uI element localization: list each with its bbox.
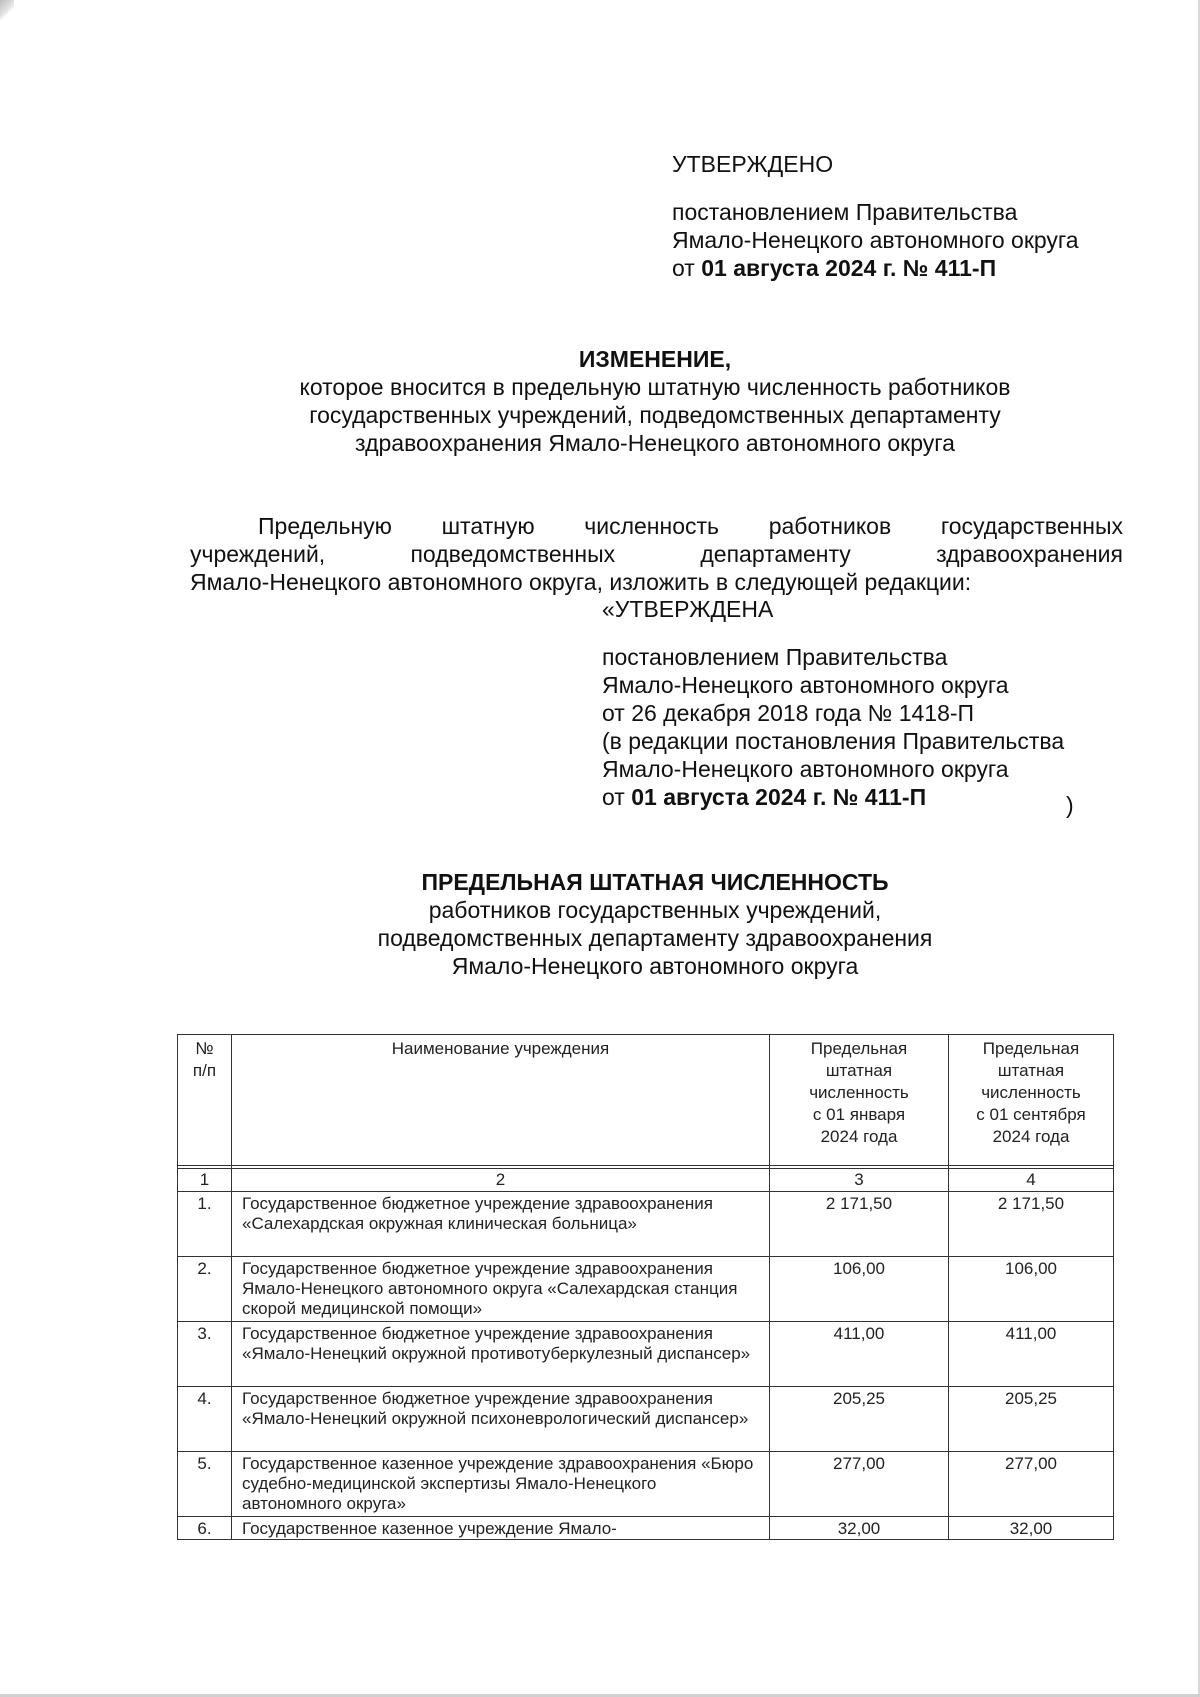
row-value-jan: 106,00 [770, 1257, 949, 1322]
column-number: 2 [232, 1169, 770, 1192]
quoted-approval-line-1: постановлением Правительства [602, 644, 948, 670]
row-institution-name: Государственное казенное учреждение здравоохранения «Бюро судебно-медицинской экспертизы Ямало-Ненецкого автономного округа» [232, 1452, 770, 1517]
limit-line-1: работников государственных учреждений, [428, 897, 882, 923]
row-value-sep: 277,00 [949, 1452, 1114, 1517]
quoted-approval-closing: ) [1066, 792, 1074, 818]
approval-date-line [672, 254, 1079, 282]
row-number: 6. [178, 1517, 232, 1540]
table-row [178, 1452, 1114, 1517]
intro-line-3: Ямало-Ненецкого автономного округа, изложить в следующей редакции: [190, 569, 972, 595]
quoted-approval-date-line [602, 783, 1064, 811]
quoted-approval-line-3: от 26 декабря 2018 года № 1418-П [602, 700, 975, 726]
table-header-row [178, 1035, 1114, 1166]
approval-heading: УТВЕРЖДЕНО [672, 151, 834, 177]
row-number: 4. [178, 1387, 232, 1452]
row-value-jan: 277,00 [770, 1452, 949, 1517]
row-value-sep: 106,00 [949, 1257, 1114, 1322]
change-line-1: которое вносится в предельную штатную численность работников [299, 374, 1011, 400]
staffing-table [177, 1034, 1114, 1540]
row-value-jan: 411,00 [770, 1322, 949, 1387]
row-institution-name: Государственное бюджетное учреждение здравоохранения «Ямало-Ненецкий окружной психоневрологический диспансер» [232, 1387, 770, 1452]
change-heading: ИЗМЕНЕНИЕ, [578, 346, 732, 372]
row-institution-name: Государственное казенное учреждение Ямало- [232, 1517, 770, 1540]
row-value-jan: 2 171,50 [770, 1192, 949, 1257]
row-institution-name: Государственное бюджетное учреждение здравоохранения «Ямало-Ненецкий окружной противотуберкулезный диспансер» [232, 1322, 770, 1387]
approval-date-prefix: от [672, 255, 695, 281]
limit-heading: ПРЕДЕЛЬНАЯ ШТАТНАЯ ЧИСЛЕННОСТЬ [421, 869, 889, 895]
approval-block-quoted [602, 595, 1064, 811]
quoted-approval-line-2: Ямало-Ненецкого автономного округа [602, 672, 1009, 698]
change-line-2: государственных учреждений, подведомственных департаменту [309, 402, 1001, 428]
row-value-jan: 32,00 [770, 1517, 949, 1540]
column-number: 4 [949, 1169, 1114, 1192]
change-title-block [190, 345, 1120, 457]
approval-date-value: 01 августа 2024 г. № 411-П [701, 255, 997, 281]
approval-block-top [672, 150, 1079, 282]
row-number: 2. [178, 1257, 232, 1322]
row-number: 5. [178, 1452, 232, 1517]
table-row [178, 1387, 1114, 1452]
table-row [178, 1322, 1114, 1387]
row-institution-name: Государственное бюджетное учреждение здравоохранения «Салехардская окружная клиническая больница» [232, 1192, 770, 1257]
limit-title-block [190, 868, 1120, 980]
row-number: 3. [178, 1322, 232, 1387]
table-row [178, 1517, 1114, 1540]
quoted-approval-date-value: 01 августа 2024 г. № 411-П [631, 784, 927, 810]
change-line-3: здравоохранения Ямало-Ненецкого автономного округа [355, 430, 955, 456]
column-number: 3 [770, 1169, 949, 1192]
limit-line-3: Ямало-Ненецкого автономного округа [451, 953, 859, 979]
header-sep: Предельная штатная численность с 01 сентября 2024 года [949, 1035, 1114, 1166]
quoted-approval-date-prefix: от [602, 784, 625, 810]
column-number: 1 [178, 1169, 232, 1192]
quoted-approval-line-5: Ямало-Ненецкого автономного округа [602, 756, 1009, 782]
header-name: Наименование учреждения [232, 1035, 770, 1166]
row-value-jan: 205,25 [770, 1387, 949, 1452]
column-number-row [178, 1169, 1114, 1192]
intro-line-1: Предельную штатную численность работников государственных [258, 513, 1123, 539]
quoted-approval-line-4: (в редакции постановления Правительства [602, 728, 1065, 754]
intro-paragraph [190, 512, 1123, 596]
table-row [178, 1257, 1114, 1322]
approval-line-1: постановлением Правительства [672, 199, 1018, 225]
row-value-sep: 2 171,50 [949, 1192, 1114, 1257]
approval-line-2: Ямало-Ненецкого автономного округа [672, 227, 1079, 253]
row-number: 1. [178, 1192, 232, 1257]
header-jan: Предельная штатная численность с 01 января 2024 года [770, 1035, 949, 1166]
intro-line-2: учреждений, подведомственных департаменту здравоохранения [190, 541, 1123, 567]
row-value-sep: 205,25 [949, 1387, 1114, 1452]
row-institution-name: Государственное бюджетное учреждение здравоохранения Ямало-Ненецкого автономного округа «Салехардская станция скорой медицинской помощи» [232, 1257, 770, 1322]
row-value-sep: 411,00 [949, 1322, 1114, 1387]
quoted-approval-heading: «УТВЕРЖДЕНА [602, 596, 774, 622]
limit-line-2: подведомственных департаменту здравоохранения [377, 925, 933, 951]
header-num: № п/п [178, 1035, 232, 1166]
table-row [178, 1192, 1114, 1257]
row-value-sep: 32,00 [949, 1517, 1114, 1540]
scan-corner-shadow [0, 0, 14, 26]
